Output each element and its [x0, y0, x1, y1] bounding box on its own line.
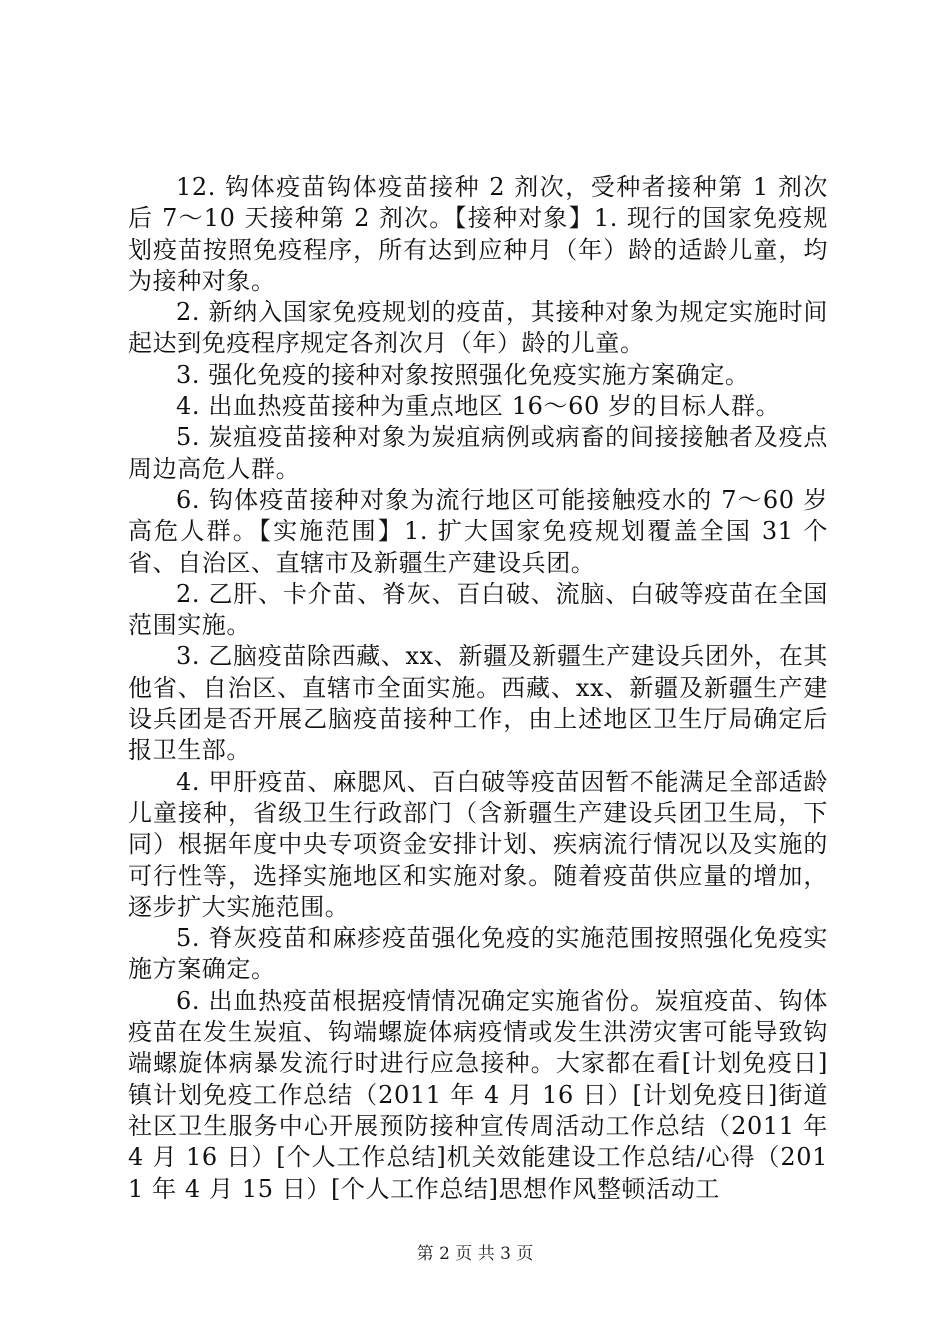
paragraph: 3. 乙脑疫苗除西藏、xx、新疆及新疆生产建设兵团外，在其他省、自治区、直辖市全面实施。西藏、xx、新疆及新疆生产建设兵团是否开展乙脑疫苗接种工作，由上述地区卫生厅局确定后报卫生部。: [128, 642, 828, 765]
paragraph: 6. 钩体疫苗接种对象为流行地区可能接触疫水的 7～60 岁高危人群。【实施范围】1. 扩大国家免疫规划覆盖全国 31 个省、自治区、直辖市及新疆生产建设兵团。: [128, 485, 828, 577]
paragraph: 4. 出血热疫苗接种为重点地区 16～60 岁的目标人群。: [176, 392, 781, 421]
paragraph: 4. 甲肝疫苗、麻腮风、百白破等疫苗因暂不能满足全部适龄儿童接种，省级卫生行政部门（含新疆生产建设兵团卫生局，下同）根据年度中央专项资金安排计划、疾病流行情况以及实施的可行性等，选择实施地区和实施对象。随着疫苗供应量的增加，逐步扩大实施范围。: [128, 767, 828, 921]
paragraph: 5. 脊灰疫苗和麻疹疫苗强化免疫的实施范围按照强化免疫实施方案确定。: [128, 924, 828, 984]
paragraph: 12. 钩体疫苗钩体疫苗接种 2 剂次，受种者接种第 1 剂次后 7～10 天接种第 2 剂次。【接种对象】1. 现行的国家免疫规划疫苗按照免疫程序，所有达到应种月（年）龄的适龄儿童，均为接种对象。: [128, 173, 828, 295]
page-number-footer: 第 2 页 共 3 页: [416, 1244, 534, 1264]
paragraph: 2. 新纳入国家免疫规划的疫苗，其接种对象为规定实施时间起达到免疫程序规定各剂次月（年）龄的儿童。: [128, 298, 828, 358]
paragraph: 5. 炭疽疫苗接种对象为炭疽病例或病畜的间接接触者及疫点周边高危人群。: [128, 423, 828, 483]
paragraph: 6. 出血热疫苗根据疫情情况确定实施省份。炭疽疫苗、钩体疫苗在发生炭疽、钩端螺旋体病疫情或发生洪涝灾害可能导致钩端螺旋体病暴发流行时进行应急接种。大家都在看[计划免疫日]镇计划免疫工作总结（2011 年 4 月 16 日）[计划免疫日]街道社区卫生服务中心开展预防接种宣传周活动工作总结（2011 年 4 月 16 日）[个人工作总结]机关效能建设工作总结/心得（2011 年 4 月 15 日）[个人工作总结]思想作风整顿活动工: [128, 986, 828, 1203]
paragraph: 2. 乙肝、卡介苗、脊灰、百白破、流脑、白破等疫苗在全国范围实施。: [128, 579, 828, 640]
paragraph: 3. 强化免疫的接种对象按照强化免疫实施方案确定。: [176, 360, 750, 389]
document-body: [128, 172, 828, 1205]
